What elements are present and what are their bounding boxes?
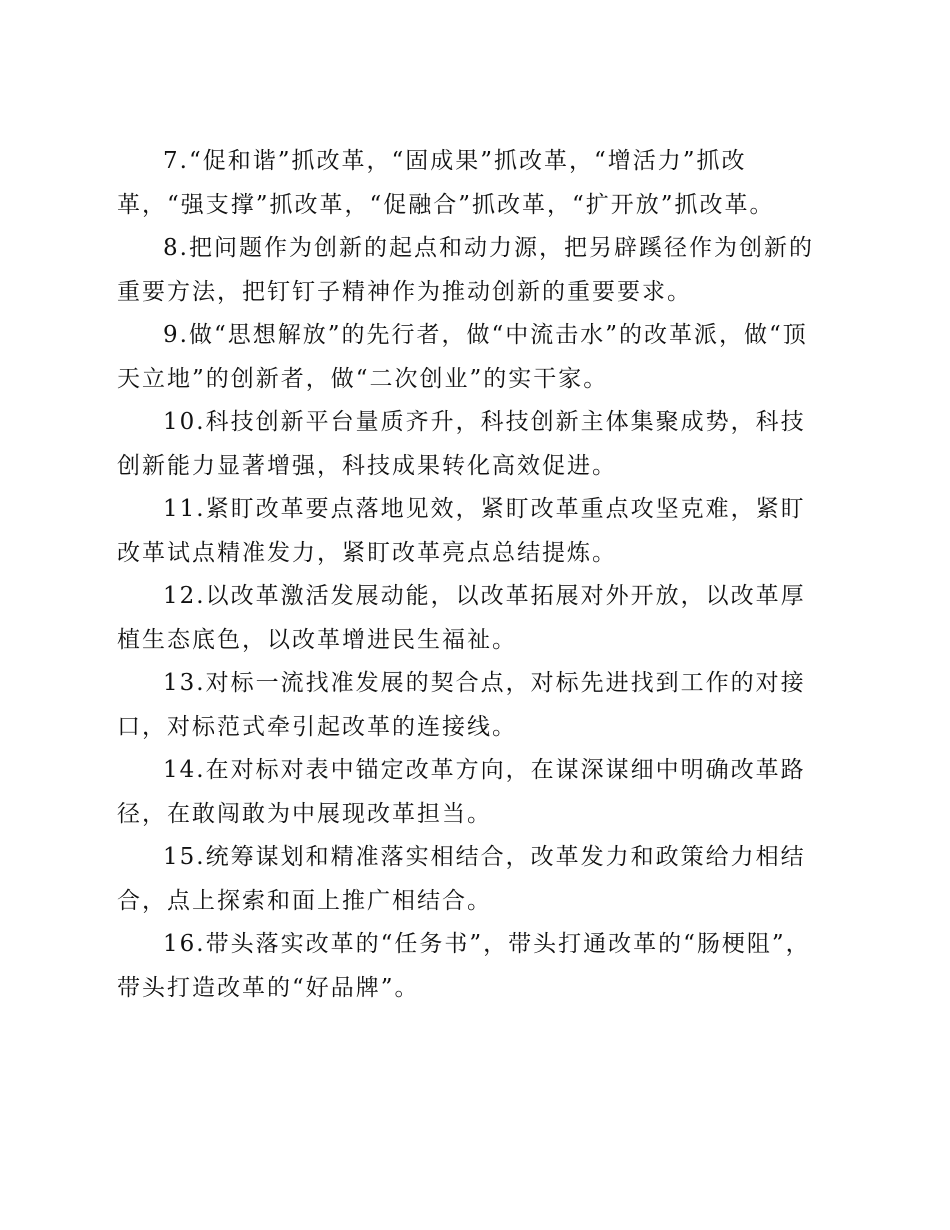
- paragraph-16: 16.带头落实改革的“任务书”，带头打通改革的“肠梗阻”，带头打造改革的“好品牌”。: [117, 931, 811, 1001]
- paragraph-10: 10.科技创新平台量质齐升，科技创新主体集聚成势，科技创新能力显著增强，科技成果转化高效促进。: [117, 409, 806, 479]
- paragraph-9: 9.做“思想解放”的先行者，做“中流击水”的改革派，做“顶天立地”的创新者，做“二次创业”的实干家。: [117, 322, 808, 392]
- paragraph-8: 8.把问题作为创新的起点和动力源，把另辟蹊径作为创新的重要方法，把钉钉子精神作为推动创新的重要要求。: [117, 235, 814, 305]
- paragraph-14: 14.在对标对表中锚定改革方向，在谋深谋细中明确改革路径，在敢闯敢为中展现改革担当。: [117, 757, 806, 827]
- paragraph-13: 13.对标一流找准发展的契合点，对标先进找到工作的对接口，对标范式牵引起改革的连接线。: [117, 670, 806, 740]
- paragraph-7: 7.“促和谐”抓改革，“固成果”抓改革，“增活力”抓改革，“强支撑”抓改革，“促融合”抓改革，“扩开放”抓改革。: [117, 148, 775, 218]
- paragraph-11: 11.紧盯改革要点落地见效，紧盯改革重点攻坚克难，紧盯改革试点精准发力，紧盯改革亮点总结提炼。: [117, 496, 806, 566]
- paragraph-12: 12.以改革激活发展动能，以改革拓展对外开放，以改革厚植生态底色，以改革增进民生福祉。: [117, 583, 806, 653]
- document-body: [117, 140, 829, 1010]
- paragraph-15: 15.统筹谋划和精准落实相结合，改革发力和政策给力相结合，点上探索和面上推广相结合。: [117, 844, 806, 914]
